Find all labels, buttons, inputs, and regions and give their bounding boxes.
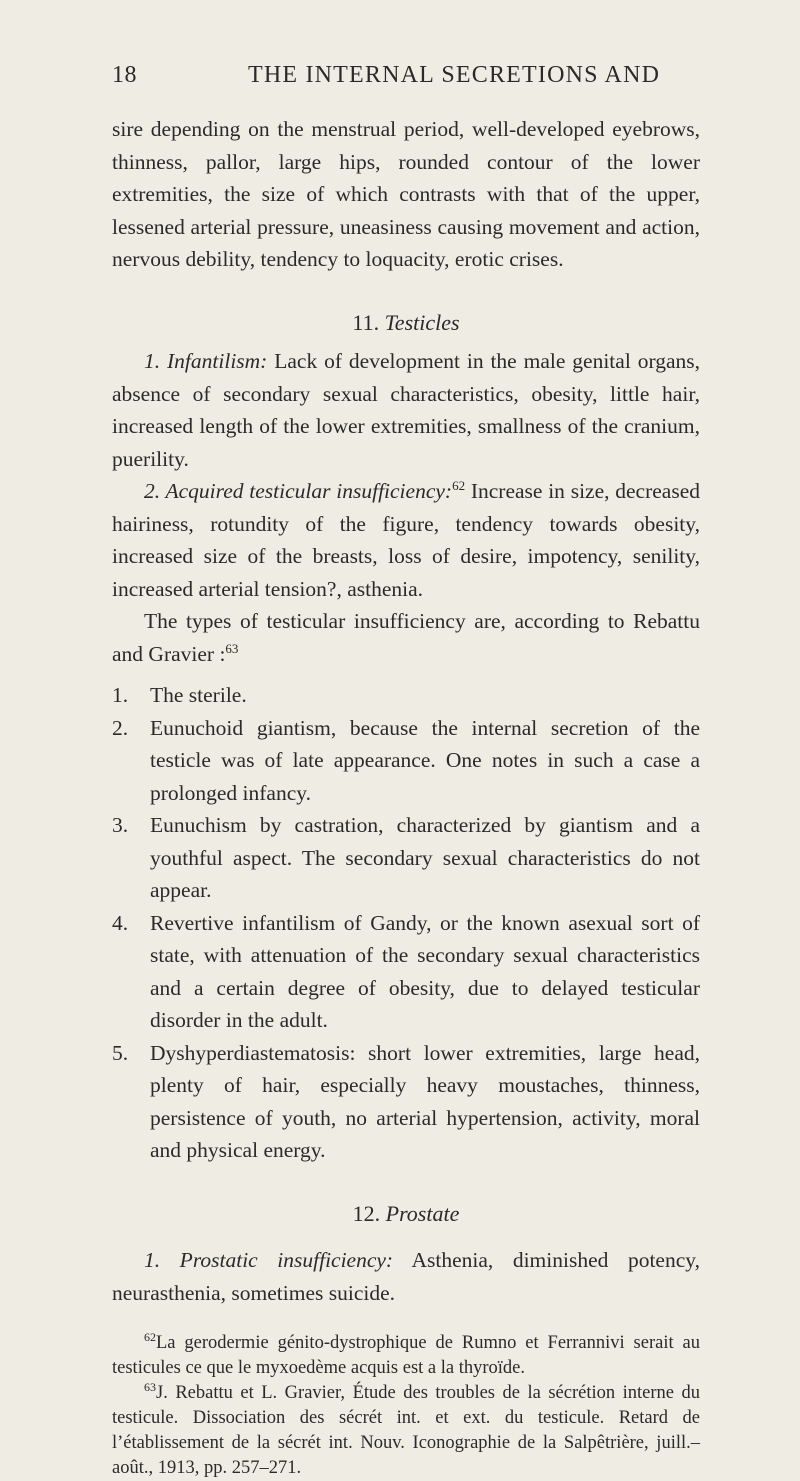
list-item-number: 3.	[112, 813, 129, 837]
insufficiency-types-list	[112, 679, 700, 1167]
running-title: THE INTERNAL SECRETIONS AND	[248, 62, 661, 88]
list-item-text: Eunuchoid giantism, because the internal secretion of the testicle was of late appearance. One notes in such a case a prolonged infancy.	[150, 715, 700, 805]
list-item-text: Eunuchism by castration, characterized by giantism and a youthful aspect. The secondary sexual characteristics do not appear.	[150, 813, 700, 902]
prostatic-insufficiency-text: Asthenia, diminished potency, neurasthenia, sometimes suicide.	[112, 1248, 700, 1305]
list-item-number: 5.	[112, 1040, 129, 1065]
list-item-text: Revertive infantilism of Gandy, or the known asexual sort of state, with attenuation of the secondary sexual characteristics and a certain degree of obesity, due to delayed testicular disorder in the adult.	[150, 910, 700, 1032]
footnote-text: J. Rebattu et L. Gravier, Étude des troubles de la sécrétion interne du testicule. Dissociation des sécrét int. et ext. du testicule. Retard de l’établissement de la sécrét int. Nouv. Iconographie de la Salpêtrière, juill.–août., 1913, pp. 257–271.	[112, 1383, 700, 1478]
page-number: 18	[112, 62, 137, 88]
acquired-insufficiency-text: Increase in size, decreased hairiness, rotundity of the figure, tendency towards obesity, increased size of the breasts, loss of desire, impotency, senility, increased arterial tension?, asthenia.	[112, 479, 701, 601]
page-body	[112, 113, 700, 1481]
footnote-marker: 62	[144, 1329, 156, 1344]
section-title: Prostate	[385, 1200, 460, 1226]
list-item-text: Dyshyperdiastematosis: short lower extremities, large head, plenty of hair, especially heavy moustaches, thinness, persistence of youth, no arterial hypertension, activity, moral and physical energy.	[150, 1040, 700, 1162]
footnote-ref-63[interactable]: 63	[225, 640, 239, 656]
acquired-insufficiency-paragraph	[112, 475, 700, 605]
list-item-number: 4.	[112, 910, 129, 935]
list-item	[112, 679, 700, 712]
footnote-text: La gerodermie génito-dystrophique de Rumno et Ferrannivi serait au testicules ce que le myxoedème acquis est a la thyroïde.	[112, 1333, 700, 1378]
list-item	[112, 712, 700, 810]
prostatic-insufficiency-paragraph	[112, 1244, 700, 1309]
footnote-ref-62[interactable]: 62	[452, 477, 466, 493]
types-intro-text: The types of testicular insufficiency are, according to Rebattu and Gravier :	[112, 609, 700, 666]
acquired-insufficiency-label: 2. Acquired testicular insufficiency:	[144, 479, 453, 503]
list-item	[112, 1037, 700, 1167]
intro-paragraph: sire depending on the menstrual period, well-developed eyebrows, thinness, pallor, large hips, rounded contour of the lower extremities, the size of which contrasts with that of the upper, lessened arterial pressure, uneasiness causing movement and action, nervous debility, tendency to loquacity, erotic crises.	[112, 117, 700, 271]
infantilism-label: 1. Infantilism:	[144, 349, 268, 373]
section-number: 12.	[352, 1200, 381, 1226]
infantilism-paragraph	[112, 345, 700, 475]
types-intro-paragraph	[112, 605, 700, 670]
footnotes	[112, 1331, 700, 1481]
list-item-number: 2.	[112, 715, 129, 740]
footnote	[112, 1381, 700, 1481]
footnote	[112, 1331, 700, 1381]
list-item	[112, 809, 700, 907]
prostatic-insufficiency-label: 1. Prostatic insufficiency:	[144, 1248, 394, 1272]
section-number: 11.	[352, 309, 380, 335]
list-item-text: The sterile.	[150, 683, 247, 707]
section-heading-testicles	[112, 307, 700, 340]
section-heading-prostate	[112, 1198, 700, 1231]
section-title: Testicles	[384, 309, 460, 335]
infantilism-text: Lack of development in the male genital organs, absence of secondary sexual characteristics, obesity, little hair, increased length of the lower extremities, smallness of the cranium, puerility.	[112, 349, 700, 471]
list-item	[112, 907, 700, 1037]
list-item-number: 1.	[112, 683, 129, 707]
footnote-marker: 63	[144, 1379, 156, 1394]
